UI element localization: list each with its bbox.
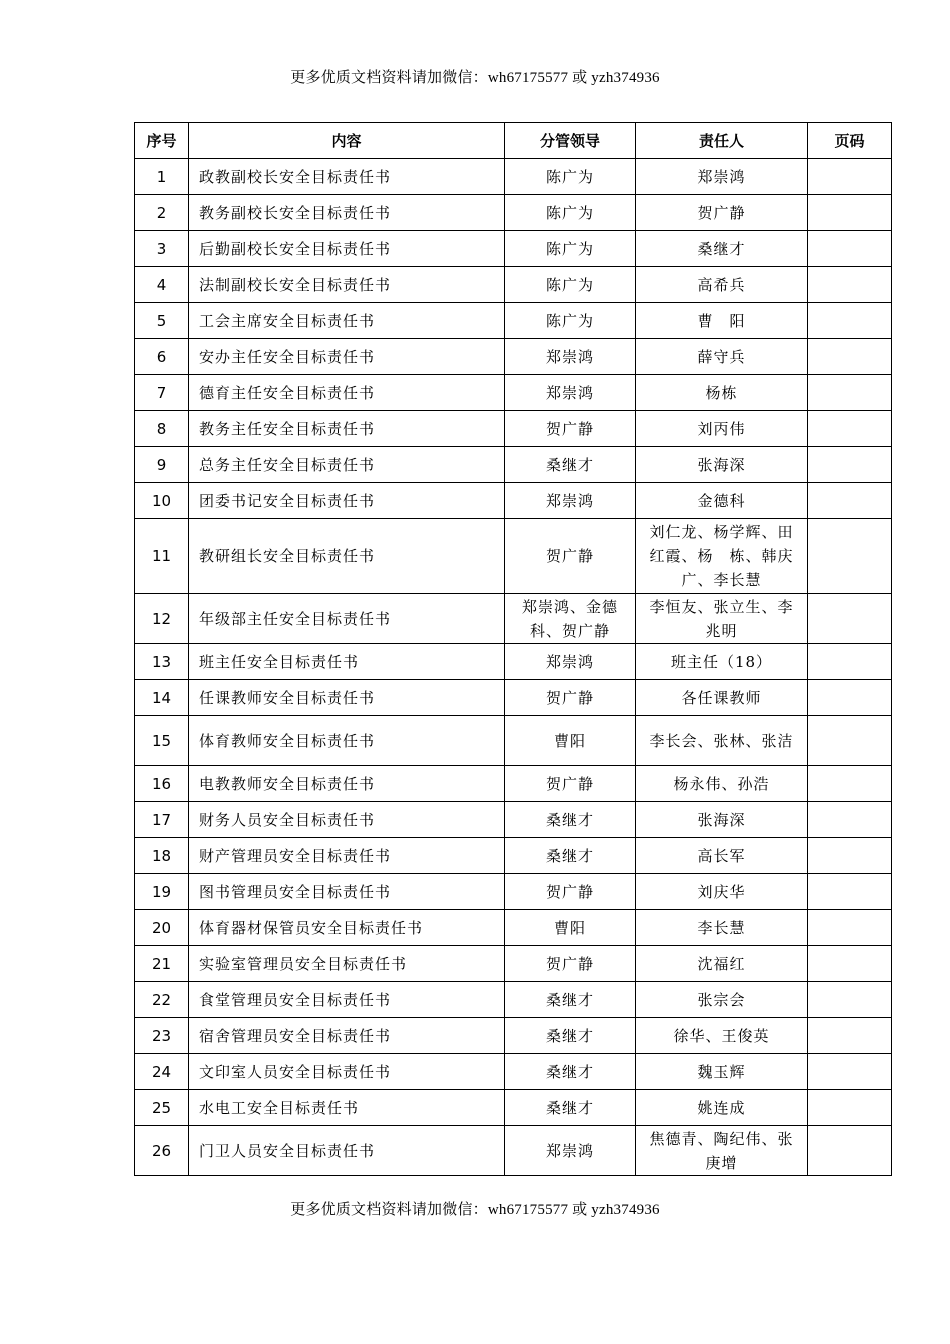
table-row	[135, 766, 892, 802]
row-page	[808, 447, 892, 483]
row-responsible: 姚连成	[636, 1090, 808, 1126]
row-number: 16	[135, 766, 189, 802]
row-content: 教务主任安全目标责任书	[189, 411, 505, 447]
row-page	[808, 483, 892, 519]
row-page	[808, 1126, 892, 1176]
row-responsible: 沈福红	[636, 946, 808, 982]
row-content: 政教副校长安全目标责任书	[189, 159, 505, 195]
row-responsible: 刘丙伟	[636, 411, 808, 447]
row-leader: 贺广静	[505, 766, 636, 802]
column-header-responsible: 责任人	[636, 123, 808, 159]
row-number: 7	[135, 375, 189, 411]
row-responsible: 刘仁龙、杨学辉、田红霞、杨 栋、韩庆广、李长慧	[636, 519, 808, 594]
row-number: 4	[135, 267, 189, 303]
row-content: 德育主任安全目标责任书	[189, 375, 505, 411]
row-number: 11	[135, 519, 189, 594]
row-responsible: 杨栋	[636, 375, 808, 411]
row-page	[808, 838, 892, 874]
row-responsible: 魏玉辉	[636, 1054, 808, 1090]
row-number: 19	[135, 874, 189, 910]
table-row	[135, 303, 892, 339]
row-content: 实验室管理员安全目标责任书	[189, 946, 505, 982]
row-leader: 贺广静	[505, 519, 636, 594]
row-page	[808, 303, 892, 339]
row-page	[808, 1054, 892, 1090]
row-responsible: 郑崇鸿	[636, 159, 808, 195]
row-content: 团委书记安全目标责任书	[189, 483, 505, 519]
row-responsible: 焦德青、陶纪伟、张庚增	[636, 1126, 808, 1176]
table-row	[135, 195, 892, 231]
row-leader: 郑崇鸿	[505, 483, 636, 519]
row-responsible: 各任课教师	[636, 680, 808, 716]
table-row	[135, 339, 892, 375]
table-row	[135, 447, 892, 483]
row-responsible: 张宗会	[636, 982, 808, 1018]
row-content: 体育教师安全目标责任书	[189, 716, 505, 766]
row-content: 后勤副校长安全目标责任书	[189, 231, 505, 267]
row-leader: 郑崇鸿	[505, 1126, 636, 1176]
header-note: 更多优质文档资料请加微信：wh67175577 或 yzh374936	[290, 70, 660, 86]
row-content: 年级部主任安全目标责任书	[189, 594, 505, 644]
row-leader: 贺广静	[505, 680, 636, 716]
row-content: 财务人员安全目标责任书	[189, 802, 505, 838]
table-row	[135, 874, 892, 910]
row-number: 12	[135, 594, 189, 644]
table-row	[135, 1090, 892, 1126]
row-page	[808, 644, 892, 680]
row-content: 总务主任安全目标责任书	[189, 447, 505, 483]
row-number: 1	[135, 159, 189, 195]
row-content: 食堂管理员安全目标责任书	[189, 982, 505, 1018]
row-leader: 桑继才	[505, 802, 636, 838]
row-page	[808, 1018, 892, 1054]
row-leader: 桑继才	[505, 1090, 636, 1126]
row-responsible: 杨永伟、孙浩	[636, 766, 808, 802]
table-header-row	[135, 123, 892, 159]
table-row	[135, 267, 892, 303]
table-row	[135, 1054, 892, 1090]
row-page	[808, 680, 892, 716]
row-responsible: 张海深	[636, 802, 808, 838]
table-row	[135, 838, 892, 874]
row-content: 工会主席安全目标责任书	[189, 303, 505, 339]
row-content: 图书管理员安全目标责任书	[189, 874, 505, 910]
row-responsible: 班主任（18）	[636, 644, 808, 680]
row-content: 班主任安全目标责任书	[189, 644, 505, 680]
table-row	[135, 1126, 892, 1176]
row-responsible: 高希兵	[636, 267, 808, 303]
row-number: 18	[135, 838, 189, 874]
row-leader: 陈广为	[505, 267, 636, 303]
row-number: 17	[135, 802, 189, 838]
row-responsible: 李长慧	[636, 910, 808, 946]
row-number: 25	[135, 1090, 189, 1126]
row-leader: 陈广为	[505, 195, 636, 231]
row-leader: 桑继才	[505, 1018, 636, 1054]
table-row	[135, 716, 892, 766]
row-number: 23	[135, 1018, 189, 1054]
row-number: 15	[135, 716, 189, 766]
row-content: 教务副校长安全目标责任书	[189, 195, 505, 231]
row-page	[808, 519, 892, 594]
row-leader: 桑继才	[505, 982, 636, 1018]
column-header-leader: 分管领导	[505, 123, 636, 159]
row-page	[808, 159, 892, 195]
row-number: 26	[135, 1126, 189, 1176]
column-header-page: 页码	[808, 123, 892, 159]
row-responsible: 刘庆华	[636, 874, 808, 910]
row-responsible: 高长军	[636, 838, 808, 874]
row-content: 教研组长安全目标责任书	[189, 519, 505, 594]
row-responsible: 贺广静	[636, 195, 808, 231]
row-responsible: 金德科	[636, 483, 808, 519]
row-responsible: 曹 阳	[636, 303, 808, 339]
row-page	[808, 982, 892, 1018]
column-header-no: 序号	[135, 123, 189, 159]
row-page	[808, 1090, 892, 1126]
table-row	[135, 594, 892, 644]
table-row	[135, 802, 892, 838]
row-leader: 郑崇鸿	[505, 644, 636, 680]
table-row	[135, 946, 892, 982]
row-page	[808, 411, 892, 447]
row-leader: 桑继才	[505, 447, 636, 483]
row-page	[808, 231, 892, 267]
row-responsible: 徐华、王俊英	[636, 1018, 808, 1054]
table-row	[135, 1018, 892, 1054]
row-page	[808, 375, 892, 411]
row-number: 9	[135, 447, 189, 483]
row-page	[808, 594, 892, 644]
table-row	[135, 159, 892, 195]
row-page	[808, 874, 892, 910]
row-leader: 陈广为	[505, 159, 636, 195]
row-responsible: 薛守兵	[636, 339, 808, 375]
row-content: 安办主任安全目标责任书	[189, 339, 505, 375]
footer-note: 更多优质文档资料请加微信：wh67175577 或 yzh374936	[290, 1202, 660, 1218]
table-row	[135, 375, 892, 411]
row-number: 6	[135, 339, 189, 375]
row-page	[808, 766, 892, 802]
row-leader: 郑崇鸿	[505, 339, 636, 375]
row-leader: 郑崇鸿	[505, 375, 636, 411]
row-number: 21	[135, 946, 189, 982]
row-page	[808, 339, 892, 375]
table-row	[135, 910, 892, 946]
row-leader: 陈广为	[505, 303, 636, 339]
row-leader: 桑继才	[505, 1054, 636, 1090]
table-row	[135, 982, 892, 1018]
row-content: 水电工安全目标责任书	[189, 1090, 505, 1126]
row-content: 法制副校长安全目标责任书	[189, 267, 505, 303]
row-responsible: 张海深	[636, 447, 808, 483]
table-row	[135, 644, 892, 680]
row-number: 8	[135, 411, 189, 447]
table-row	[135, 483, 892, 519]
row-responsible: 李恒友、张立生、李兆明	[636, 594, 808, 644]
row-responsible: 桑继才	[636, 231, 808, 267]
row-content: 宿舍管理员安全目标责任书	[189, 1018, 505, 1054]
row-page	[808, 195, 892, 231]
row-page	[808, 716, 892, 766]
row-page	[808, 946, 892, 982]
row-leader: 郑崇鸿、金德科、贺广静	[505, 594, 636, 644]
row-page	[808, 267, 892, 303]
row-content: 财产管理员安全目标责任书	[189, 838, 505, 874]
row-leader: 曹阳	[505, 716, 636, 766]
table-row	[135, 519, 892, 594]
table-body	[135, 159, 892, 1176]
row-content: 文印室人员安全目标责任书	[189, 1054, 505, 1090]
column-header-content: 内容	[189, 123, 505, 159]
row-number: 5	[135, 303, 189, 339]
row-page	[808, 910, 892, 946]
row-number: 2	[135, 195, 189, 231]
row-leader: 贺广静	[505, 874, 636, 910]
row-number: 20	[135, 910, 189, 946]
table-row	[135, 680, 892, 716]
row-leader: 曹阳	[505, 910, 636, 946]
row-number: 22	[135, 982, 189, 1018]
row-responsible: 李长会、张林、张洁	[636, 716, 808, 766]
table-row	[135, 231, 892, 267]
row-number: 10	[135, 483, 189, 519]
row-leader: 桑继才	[505, 838, 636, 874]
row-page	[808, 802, 892, 838]
table-row	[135, 411, 892, 447]
row-leader: 贺广静	[505, 946, 636, 982]
row-content: 门卫人员安全目标责任书	[189, 1126, 505, 1176]
row-number: 14	[135, 680, 189, 716]
row-number: 13	[135, 644, 189, 680]
row-number: 24	[135, 1054, 189, 1090]
row-content: 体育器材保管员安全目标责任书	[189, 910, 505, 946]
responsibility-table	[134, 122, 892, 1176]
row-leader: 陈广为	[505, 231, 636, 267]
row-content: 任课教师安全目标责任书	[189, 680, 505, 716]
row-number: 3	[135, 231, 189, 267]
row-content: 电教教师安全目标责任书	[189, 766, 505, 802]
row-leader: 贺广静	[505, 411, 636, 447]
